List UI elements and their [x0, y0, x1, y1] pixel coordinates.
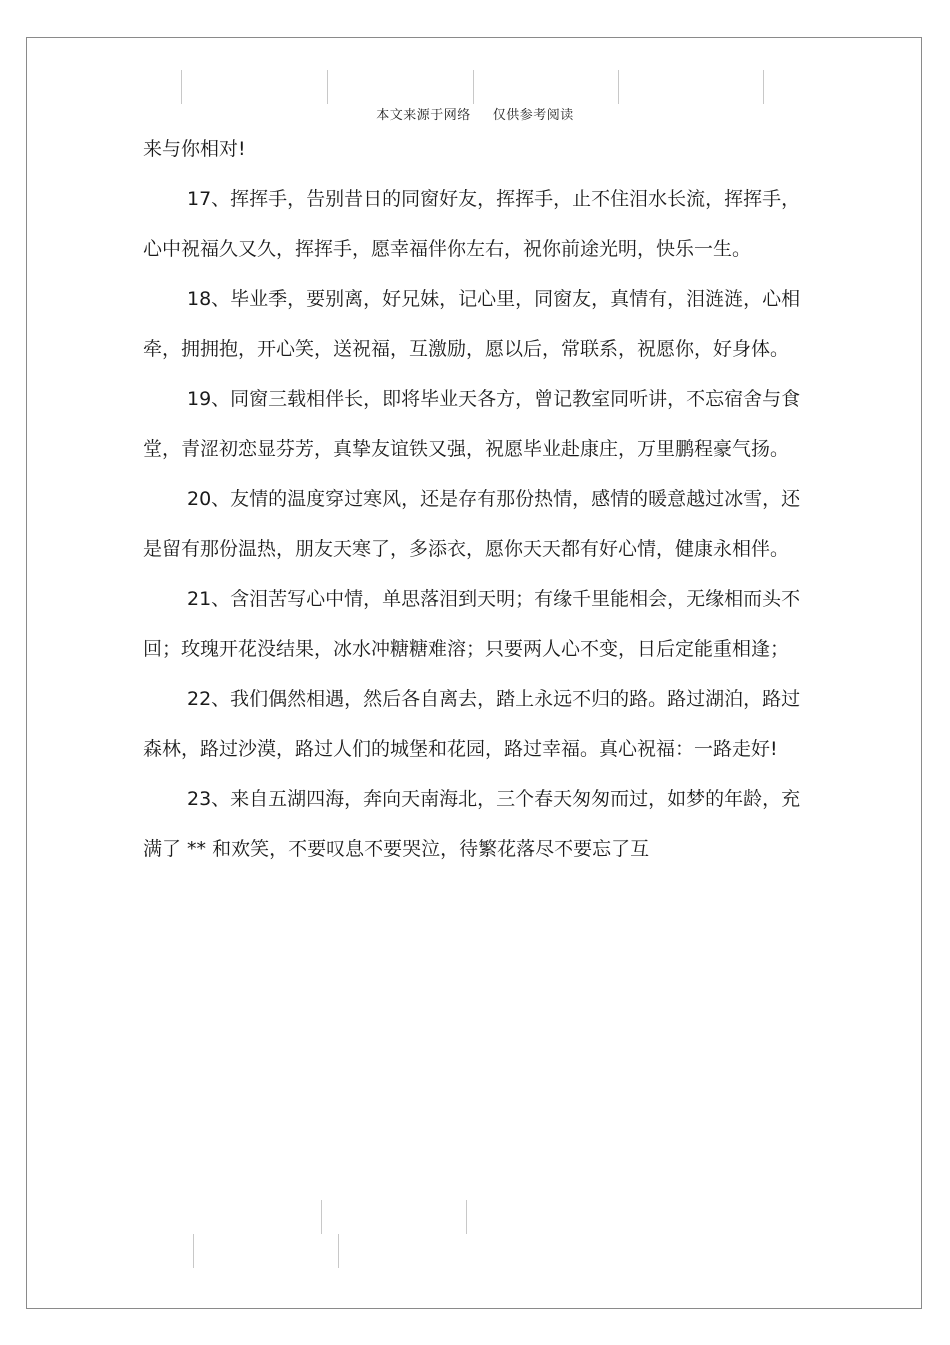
- paragraph: 20、友情的温度穿过寒风，还是存有那份热情，感情的暖意越过冰雪，还是留有那份温热，朋友天寒了，多添衣，愿你天天都有好心情，健康永相伴。: [143, 488, 801, 560]
- document-body: [143, 124, 803, 874]
- top-divider-5: [763, 70, 764, 104]
- paragraph: 17、挥挥手，告别昔日的同窗好友，挥挥手，止不住泪水长流，挥挥手，心中祝福久又久，挥挥手，愿幸福伴你左右，祝你前途光明，快乐一生。: [143, 188, 801, 260]
- paragraph: 21、含泪苦写心中情，单思落泪到天明；有缘千里能相会，无缘相而头不回；玫瑰开花没结果，冰水冲糖糖难溶；只要两人心不变，日后定能重相逢；: [143, 588, 801, 660]
- top-divider-2: [327, 70, 328, 104]
- bottom-divider-3: [193, 1234, 194, 1268]
- top-divider-3: [473, 70, 474, 104]
- bottom-divider-1: [321, 1200, 322, 1234]
- bottom-divider-2: [466, 1200, 467, 1234]
- header-note: [0, 104, 950, 123]
- bottom-divider-4: [338, 1234, 339, 1268]
- top-divider-4: [618, 70, 619, 104]
- paragraph: 19、同窗三载相伴长，即将毕业天各方，曾记教室同听讲，不忘宿舍与食堂，青涩初恋显芬芳，真挚友谊铁又强，祝愿毕业赴康庄，万里鹏程豪气扬。: [143, 388, 801, 460]
- header-source-text: 本文来源于网络: [376, 108, 471, 123]
- top-divider-1: [181, 70, 182, 104]
- header-reference-text: 仅供参考阅读: [492, 108, 574, 123]
- paragraph: 22、我们偶然相遇，然后各自离去，踏上永远不归的路。路过湖泊，路过森林，路过沙漠，路过人们的城堡和花园，路过幸福。真心祝福：一路走好!: [143, 688, 801, 760]
- paragraph: 23、来自五湖四海，奔向天南海北，三个春天匆匆而过，如梦的年龄，充满了 ** 和欢笑，不要叹息不要哭泣，待繁花落尽不要忘了互: [143, 788, 801, 860]
- paragraph: 来与你相对!: [143, 138, 246, 160]
- paragraph: 18、毕业季，要别离，好兄妹，记心里，同窗友，真情有，泪涟涟，心相牵，拥拥抱，开心笑，送祝福，互激励，愿以后，常联系，祝愿你，好身体。: [143, 288, 801, 360]
